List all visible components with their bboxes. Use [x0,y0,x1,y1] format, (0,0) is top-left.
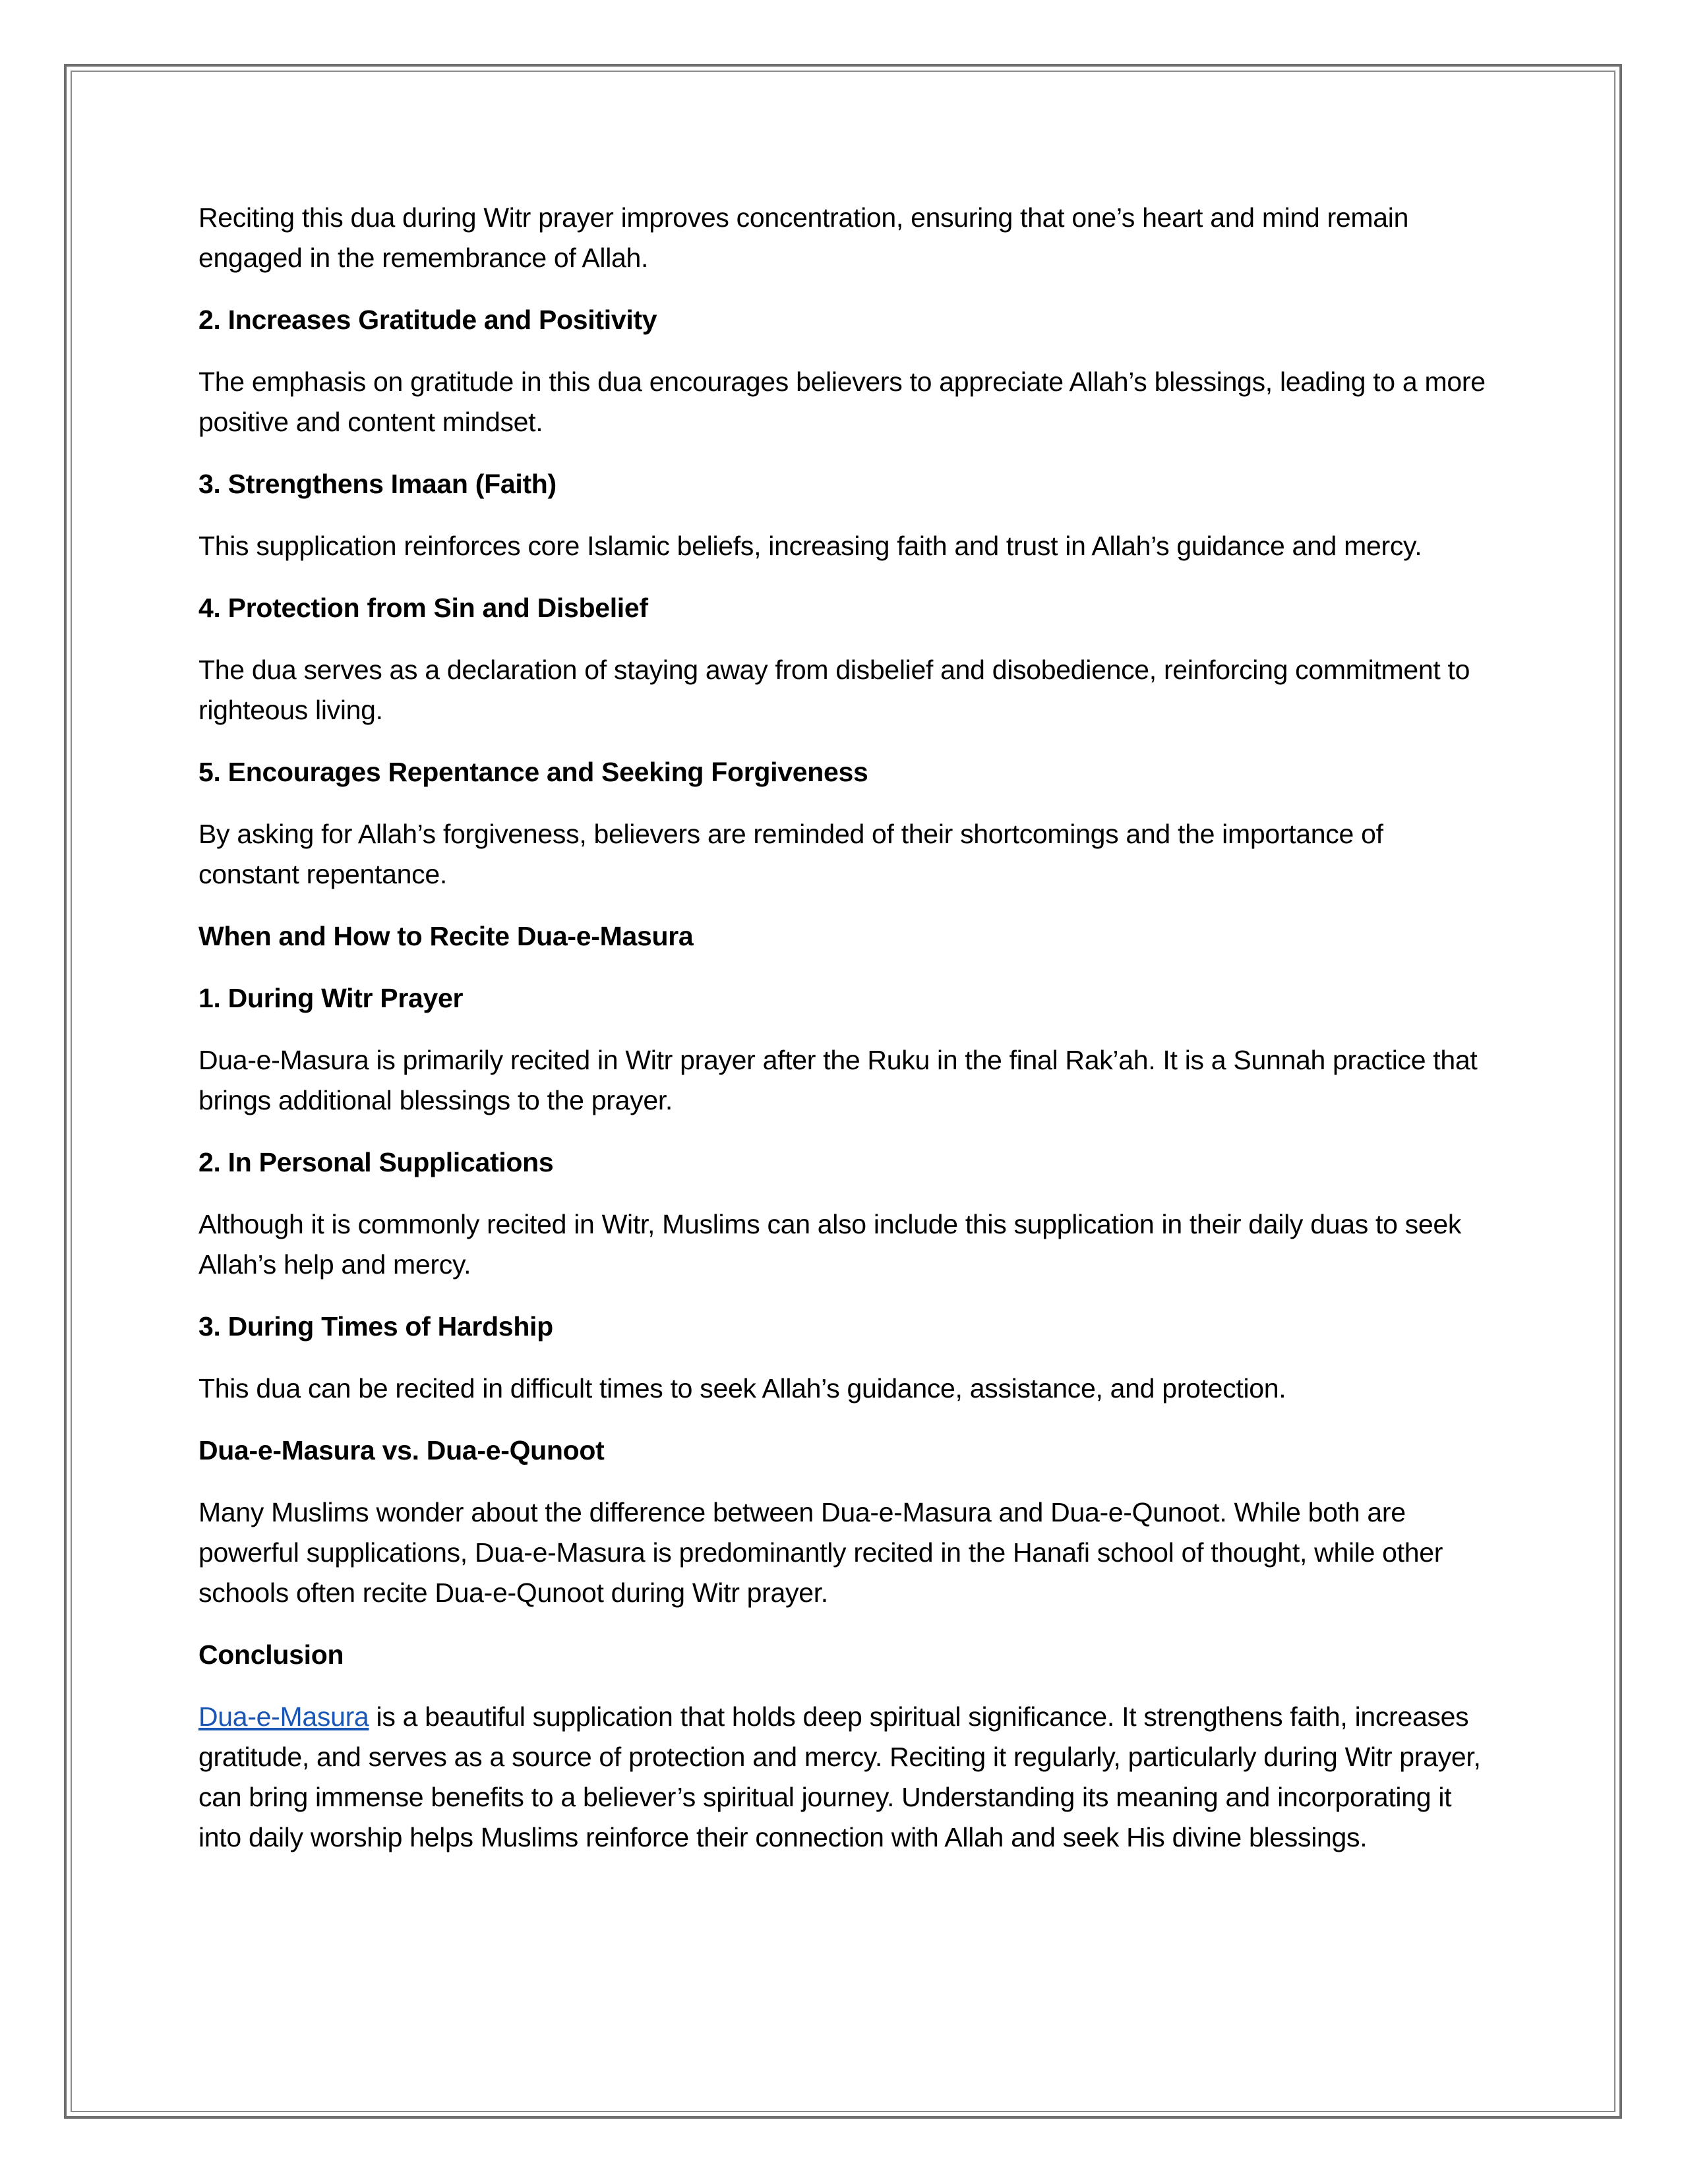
paragraph-hardship: This dua can be recited in difficult times to seek Allah’s guidance, assistance, and protection. [198,1373,1286,1403]
heading-repentance: 5. Encourages Repentance and Seeking Forgiveness [198,757,868,787]
paragraph-personal-supplications: Although it is commonly recited in Witr, Muslims can also include this supplication in their daily duas to seek Allah’s help and mercy. [198,1209,1462,1280]
paragraph-witr-concentration: Reciting this dua during Witr prayer improves concentration, ensuring that one’s heart and mind remain engaged in the remembrance of Allah. [198,202,1409,273]
paragraph-witr-prayer: Dua-e-Masura is primarily recited in Witr prayer after the Ruku in the final Rak’ah. It is a Sunnah practice that brings additional blessings to the prayer. [198,1045,1478,1115]
document-body [198,198,1491,1879]
conclusion-text: is a beautiful supplication that holds deep spiritual significance. It strengthens faith, increases gratitude, and serves as a source of protection and mercy. Reciting it regularly, particularly during Witr prayer, can bring immense benefits to a believer’s spiritual journey. Understanding its meaning and incorporating it into daily worship helps Muslims reinforce their connection with Allah and seek His divine blessings. [198,1701,1481,1852]
heading-protection: 4. Protection from Sin and Disbelief [198,593,648,623]
heading-hardship: 3. During Times of Hardship [198,1311,553,1342]
heading-witr-prayer: 1. During Witr Prayer [198,983,464,1013]
paragraph-conclusion [198,1697,1491,1858]
paragraph-masura-vs-qunoot: Many Muslims wonder about the difference between Dua-e-Masura and Dua-e-Qunoot. While both are powerful supplications, Dua-e-Masura is predominantly recited in the Hanafi school of thought, while other schools often recite Dua-e-Qunoot during Witr prayer. [198,1497,1443,1608]
heading-when-how: When and How to Recite Dua-e-Masura [198,921,694,951]
heading-conclusion: Conclusion [198,1639,344,1670]
heading-imaan: 3. Strengthens Imaan (Faith) [198,469,557,499]
paragraph-imaan: This supplication reinforces core Islamic beliefs, increasing faith and trust in Allah’s guidance and mercy. [198,531,1422,561]
paragraph-protection: The dua serves as a declaration of staying away from disbelief and disobedience, reinforcing commitment to righteous living. [198,655,1470,725]
heading-gratitude: 2. Increases Gratitude and Positivity [198,305,657,335]
paragraph-repentance: By asking for Allah’s forgiveness, believers are reminded of their shortcomings and the importance of constant repentance. [198,819,1383,889]
paragraph-gratitude: The emphasis on gratitude in this dua encourages believers to appreciate Allah’s blessings, leading to a more positive and content mindset. [198,367,1486,437]
heading-masura-vs-qunoot: Dua-e-Masura vs. Dua-e-Qunoot [198,1435,605,1465]
heading-personal-supplications: 2. In Personal Supplications [198,1147,554,1177]
dua-e-masura-link[interactable]: Dua-e-Masura [198,1701,369,1732]
